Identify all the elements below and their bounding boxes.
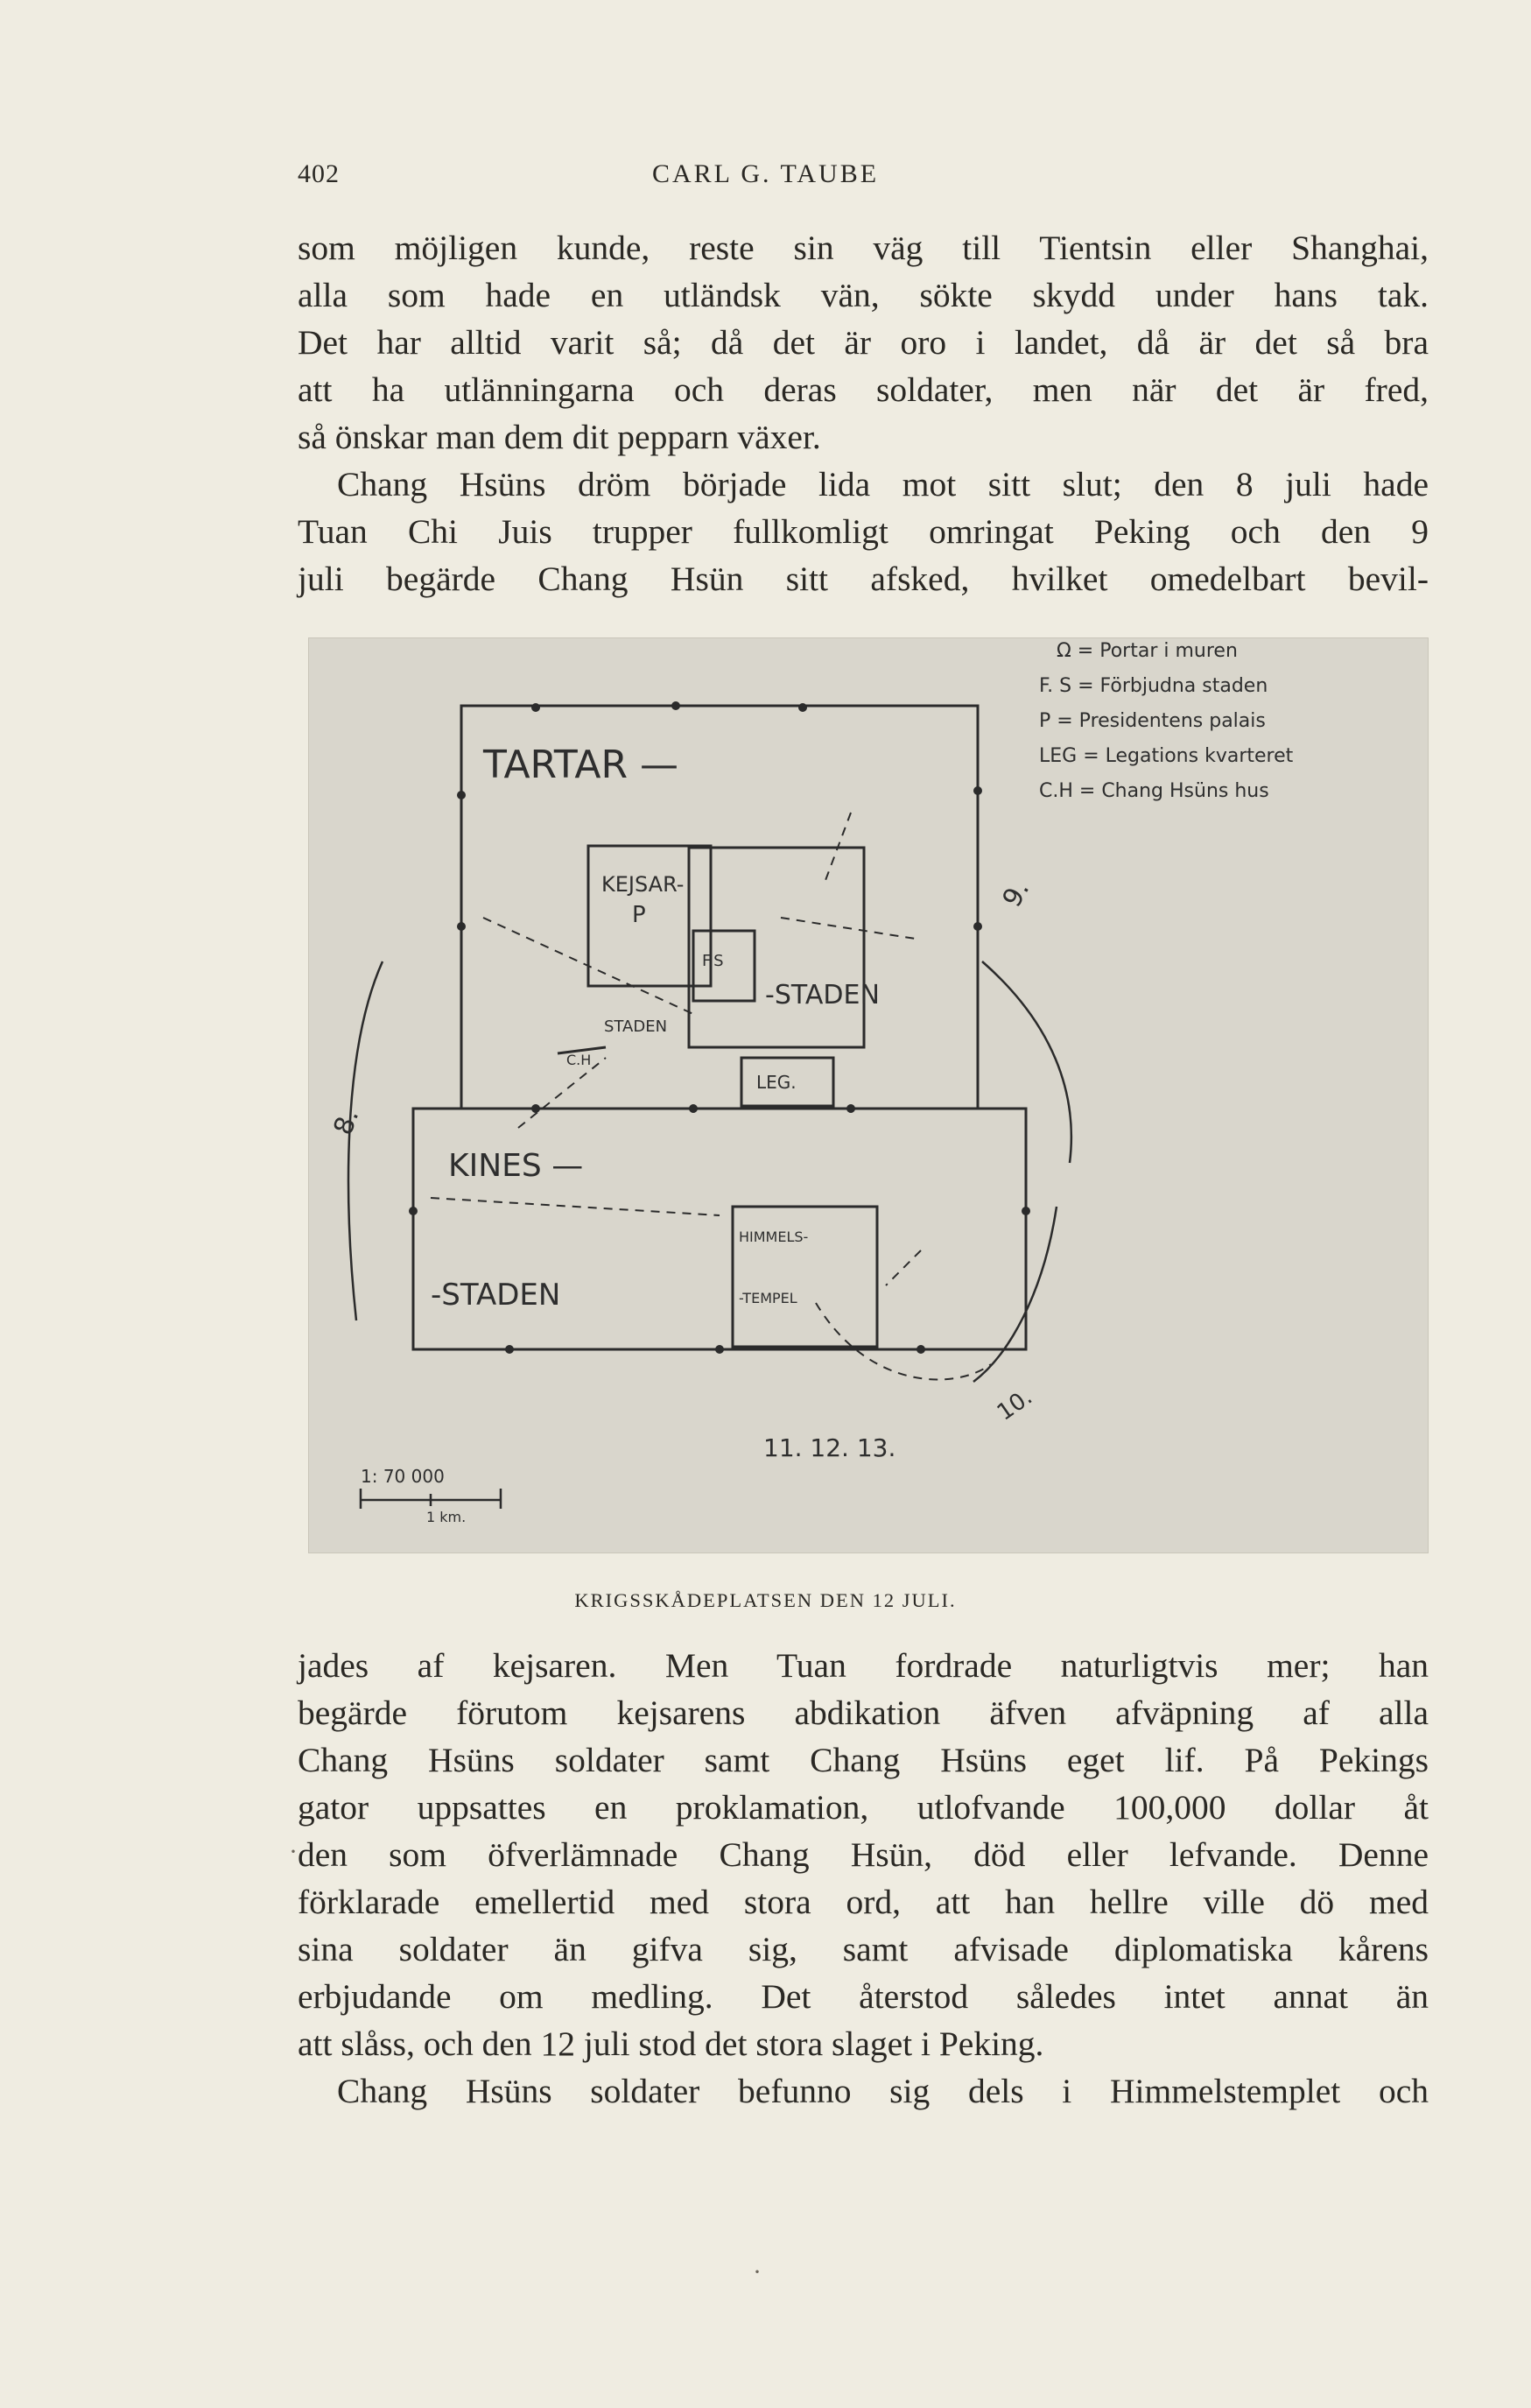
map-label-chang-hsun-house: C.H	[566, 1052, 592, 1068]
running-head: CARL G. TAUBE	[651, 159, 880, 188]
map-label-date-8: 8.	[327, 1104, 366, 1139]
map-legend-line: P = Presidentens palais	[1039, 710, 1266, 732]
map-label-staden-lower: -STADEN	[431, 1278, 561, 1313]
map-legend-line: C.H = Chang Hsüns hus	[1039, 780, 1269, 802]
map-label-staden-right: -STADEN	[765, 980, 880, 1010]
gate-marker	[531, 1104, 540, 1113]
map-scale-unit: 1 km.	[426, 1509, 467, 1525]
page-header	[0, 159, 1531, 194]
gate-marker	[715, 1345, 724, 1354]
gate-marker	[973, 922, 982, 931]
text-line: så önskar man dem dit pepparn växer.	[298, 418, 821, 456]
text-line: Chang Hsüns soldater samt Chang Hsüns eget lif. På Pekings	[298, 1741, 1429, 1779]
text-line: att ha utlänningarna och deras soldater, men när det är fred,	[298, 370, 1429, 409]
gate-marker	[505, 1345, 514, 1354]
text-line: jades af kejsaren. Men Tuan fordrade naturligtvis mer; han	[298, 1646, 1429, 1685]
map-label-dates-11-13: 11. 12. 13.	[763, 1433, 896, 1462]
map-label-presidential-palace: P	[632, 902, 646, 928]
text-line: som möjligen kunde, reste sin väg till Tientsin eller Shanghai,	[298, 229, 1429, 267]
body-text-bottom	[298, 1642, 1429, 2115]
text-line: förklarade emellertid med stora ord, att han hellre ville dö med	[298, 1883, 1429, 1921]
map-label-kejsar: KEJSAR-	[601, 872, 685, 897]
gate-marker	[671, 701, 680, 710]
map-legend-line: F. S = Förbjudna staden	[1039, 675, 1268, 697]
gate-marker	[916, 1345, 925, 1354]
gate-marker	[798, 703, 807, 712]
map-label-legation: LEG.	[756, 1072, 797, 1093]
figure-caption: KRIGSSKÅDEPLATSEN DEN 12 JULI.	[574, 1589, 957, 1611]
margin-dot: ·	[289, 1837, 298, 1866]
gate-marker	[846, 1104, 855, 1113]
text-line: Tuan Chi Juis trupper fullkomligt omringat Peking och den 9	[298, 512, 1429, 551]
text-line: gator uppsattes en proklamation, utlofvande 100,000 dollar åt	[298, 1788, 1429, 1827]
gate-marker	[409, 1207, 418, 1215]
map-label-himmels: HIMMELS-	[739, 1229, 809, 1245]
text-line: att slåss, och den 12 juli stod det stora slaget i Peking.	[298, 2024, 1044, 2063]
text-line: juli begärde Chang Hsün sitt afsked, hvilket omedelbart bevil-	[298, 560, 1429, 598]
page-number: 402	[298, 159, 340, 188]
peking-map-sketch	[308, 637, 1429, 1553]
gate-marker	[689, 1104, 698, 1113]
map-label-date-10: 10.	[992, 1384, 1037, 1426]
gate-marker	[457, 922, 466, 931]
gate-marker	[531, 703, 540, 712]
map-label-staden-small: STADEN	[604, 1017, 668, 1036]
text-line: Chang Hsüns dröm började lida mot sitt slut; den 8 juli hade	[337, 465, 1429, 503]
text-line: Det har alltid varit så; då det är oro i landet, då är det så bra	[298, 323, 1429, 362]
map-scale-ratio: 1: 70 000	[361, 1466, 445, 1487]
map-label-date-9: 9.	[996, 875, 1036, 912]
map-legend-line: LEG = Legations kvarteret	[1039, 745, 1294, 767]
battle-map-figure	[308, 637, 1429, 1553]
map-legend-line: Ω = Portar i muren	[1057, 640, 1238, 662]
text-line: Chang Hsüns soldater befunno sig dels i Himmelstemplet och	[337, 2072, 1429, 2110]
page-footer-dot: ·	[753, 2257, 762, 2286]
body-text-top	[298, 224, 1429, 602]
text-line: alla som hade en utländsk vän, sökte skydd under hans tak.	[298, 276, 1429, 314]
gate-marker	[457, 791, 466, 799]
gate-marker	[1022, 1207, 1030, 1215]
map-label-tempel: -TEMPEL	[739, 1290, 797, 1306]
text-line: den som öfverlämnade Chang Hsün, död eller lefvande. Denne	[298, 1835, 1429, 1874]
text-line: erbjudande om medling. Det återstod således intet annat än	[298, 1977, 1429, 2016]
map-ground	[308, 637, 1429, 1553]
text-line: sina soldater än gifva sig, samt afvisade diplomatiska kårens	[298, 1930, 1429, 1968]
map-label-forbidden-city: F.S	[702, 952, 724, 970]
map-label-tartar: TARTAR —	[483, 743, 679, 787]
map-label-kines: KINES —	[448, 1148, 584, 1184]
gate-marker	[973, 786, 982, 795]
text-line: begärde förutom kejsarens abdikation äfven afväpning af alla	[298, 1693, 1429, 1732]
